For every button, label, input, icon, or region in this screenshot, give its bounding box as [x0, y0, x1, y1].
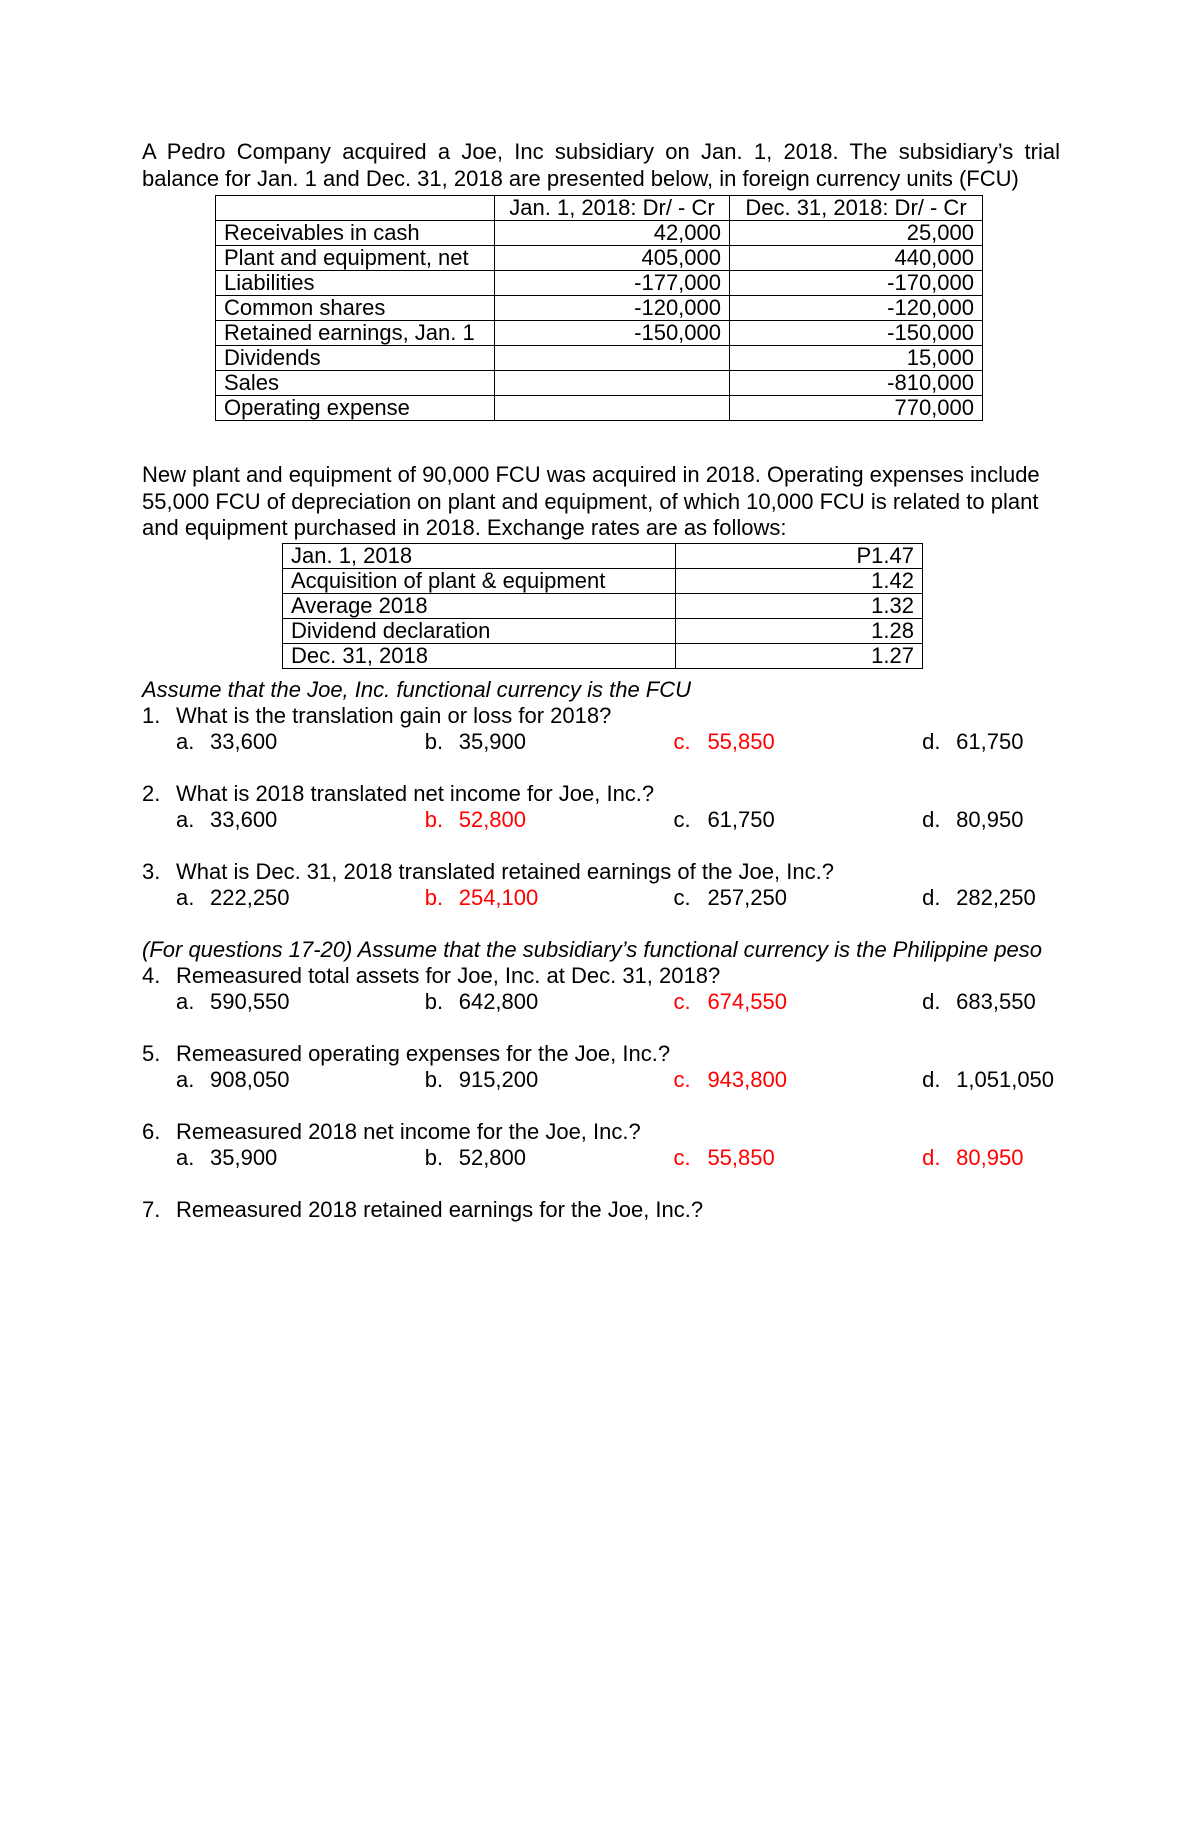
option-letter: d. [922, 807, 941, 832]
row-dec-cell: -170,000 [730, 271, 983, 296]
option-value: 1,051,050 [956, 1067, 1055, 1092]
option-value: 61,750 [707, 807, 775, 832]
row-label-cell: Sales [216, 371, 495, 396]
option-value: 80,950 [956, 1145, 1024, 1170]
option-letter: a. [176, 1067, 195, 1092]
trial-balance-row [216, 396, 983, 421]
answer-option [673, 885, 922, 911]
row-label-cell: Retained earnings, Jan. 1 [216, 321, 495, 346]
exchange-line-1: New plant and equipment of 90,000 FCU was acquired in 2018. Operating expenses include [142, 462, 1040, 487]
question-number: 1. [142, 703, 161, 728]
question-line [142, 963, 1082, 989]
option-letter: c. [673, 1145, 691, 1170]
question-text: Remeasured total assets for Joe, Inc. at Dec. 31, 2018? [176, 963, 721, 988]
option-value: 52,800 [458, 807, 527, 832]
exchange-rates-table [282, 543, 923, 669]
question-text: Remeasured 2018 net income for the Joe, Inc.? [176, 1119, 641, 1144]
row-label-cell: Operating expense [216, 396, 495, 421]
rate-value-cell: 1.32 [676, 594, 923, 619]
answer-option [176, 885, 425, 911]
trial-balance-row [216, 371, 983, 396]
trial-balance-row [216, 221, 983, 246]
row-jan-cell [495, 371, 730, 396]
option-letter: a. [176, 729, 195, 754]
option-value: 33,600 [210, 807, 278, 832]
rate-label-cell: Acquisition of plant & equipment [283, 569, 676, 594]
row-jan-cell: -177,000 [495, 271, 730, 296]
spacer [142, 1015, 1082, 1041]
trial-balance-row [216, 321, 983, 346]
option-value: 61,750 [956, 729, 1024, 754]
header-label-cell [216, 196, 495, 221]
answer-option [673, 1145, 922, 1171]
trial-balance-row [216, 271, 983, 296]
answer-option [425, 1067, 674, 1093]
answer-option [922, 807, 1082, 833]
section-note-peso: (For questions 17-20) Assume that the subsidiary’s functional currency is the Philippine peso [142, 937, 1043, 962]
option-value: 642,800 [458, 989, 539, 1014]
answer-option [176, 1067, 425, 1093]
row-dec-cell: 15,000 [730, 346, 983, 371]
answer-options [142, 989, 1082, 1015]
question-text: Remeasured operating expenses for the Joe, Inc.? [176, 1041, 671, 1066]
question-item [142, 1119, 1082, 1171]
answer-option [176, 807, 425, 833]
rate-value-cell: P1.47 [676, 544, 923, 569]
row-label-cell: Liabilities [216, 271, 495, 296]
option-letter: c. [673, 729, 691, 754]
option-letter: d. [922, 729, 941, 754]
option-value: 257,250 [707, 885, 787, 910]
option-value: 35,900 [458, 729, 527, 754]
trial-balance-table [215, 195, 983, 421]
exchange-line-2: 55,000 FCU of depreciation on plant and equipment, of which 10,000 FCU is related to plant [142, 488, 1039, 514]
option-letter: d. [922, 1145, 941, 1170]
answer-option [425, 1145, 674, 1171]
option-letter: c. [673, 1067, 691, 1092]
exchange-rate-row [283, 644, 923, 669]
exchange-rate-row [283, 569, 923, 594]
option-value: 908,050 [210, 1067, 290, 1092]
question-text: Remeasured 2018 retained earnings for the Joe, Inc.? [176, 1197, 704, 1222]
option-letter: a. [176, 989, 195, 1014]
answer-options [142, 807, 1082, 833]
question-line [142, 859, 1082, 885]
option-value: 55,850 [707, 729, 775, 754]
row-label-cell: Receivables in cash [216, 221, 495, 246]
option-letter: b. [424, 729, 444, 754]
question-number: 7. [142, 1197, 161, 1222]
intro-line-1: A Pedro Company acquired a Joe, Inc subsidiary on Jan. 1, 2018. The subsidiary’s trial [142, 139, 1060, 164]
question-number: 6. [142, 1119, 161, 1144]
spacer [142, 1171, 1082, 1197]
answer-option [673, 807, 922, 833]
option-letter: b. [424, 1067, 444, 1092]
answer-option [425, 729, 674, 755]
rate-value-cell: 1.28 [676, 619, 923, 644]
answer-option [176, 729, 425, 755]
option-letter: b. [424, 807, 444, 832]
row-dec-cell: -150,000 [730, 321, 983, 346]
header-jan-cell: Jan. 1, 2018: Dr/ - Cr [495, 196, 730, 221]
question-number: 3. [142, 859, 161, 884]
option-letter: b. [424, 885, 444, 910]
answer-option [176, 989, 425, 1015]
row-jan-cell: -120,000 [495, 296, 730, 321]
row-label-cell: Plant and equipment, net [216, 246, 495, 271]
answer-options [142, 729, 1082, 755]
option-letter: c. [673, 989, 691, 1014]
answer-option [673, 1067, 922, 1093]
row-jan-cell [495, 396, 730, 421]
header-dec-cell: Dec. 31, 2018: Dr/ - Cr [730, 196, 983, 221]
trial-balance-row [216, 346, 983, 371]
trial-balance-row [216, 246, 983, 271]
question-item [142, 781, 1082, 833]
option-letter: d. [922, 885, 941, 910]
answer-options [142, 1145, 1082, 1171]
question-line [142, 1041, 1082, 1067]
question-item [142, 703, 1082, 755]
answer-option [922, 729, 1082, 755]
questions-section [142, 677, 1082, 1223]
exchange-rate-row [283, 544, 923, 569]
answer-option [922, 1145, 1082, 1171]
option-letter: d. [922, 989, 941, 1014]
option-value: 282,250 [956, 885, 1036, 910]
row-label-cell: Common shares [216, 296, 495, 321]
answer-option [922, 989, 1082, 1015]
spacer [142, 1093, 1082, 1119]
row-dec-cell: 770,000 [730, 396, 983, 421]
row-label-cell: Dividends [216, 346, 495, 371]
spacer [142, 755, 1082, 781]
option-letter: c. [673, 885, 691, 910]
row-jan-cell [495, 346, 730, 371]
option-letter: a. [176, 807, 195, 832]
question-item [142, 1041, 1082, 1093]
rate-value-cell: 1.42 [676, 569, 923, 594]
answer-options [142, 1067, 1082, 1093]
answer-option [176, 1145, 425, 1171]
answer-option [673, 729, 922, 755]
exchange-paragraph [142, 462, 1060, 542]
answer-options [142, 885, 1082, 911]
rate-label-cell: Dec. 31, 2018 [283, 644, 676, 669]
option-value: 80,950 [956, 807, 1024, 832]
spacer [142, 911, 1082, 937]
answer-option [425, 885, 674, 911]
rate-label-cell: Jan. 1, 2018 [283, 544, 676, 569]
row-jan-cell: 405,000 [495, 246, 730, 271]
answer-option [922, 885, 1082, 911]
question-item [142, 859, 1082, 911]
option-letter: c. [673, 807, 691, 832]
option-value: 915,200 [458, 1067, 539, 1092]
rate-label-cell: Average 2018 [283, 594, 676, 619]
question-text: What is 2018 translated net income for Joe, Inc.? [176, 781, 655, 806]
question-text: What is the translation gain or loss for 2018? [176, 703, 612, 728]
option-value: 943,800 [707, 1067, 787, 1092]
row-dec-cell: -810,000 [730, 371, 983, 396]
question-line [142, 1197, 1082, 1223]
option-value: 590,550 [210, 989, 290, 1014]
intro-line-2: balance for Jan. 1 and Dec. 31, 2018 are presented below, in foreign currency units (FCU) [142, 165, 1019, 191]
option-letter: a. [176, 885, 195, 910]
trial-balance-header-row [216, 196, 983, 221]
row-dec-cell: -120,000 [730, 296, 983, 321]
option-value: 52,800 [458, 1145, 527, 1170]
trial-balance-row [216, 296, 983, 321]
option-value: 35,900 [210, 1145, 278, 1170]
row-dec-cell: 440,000 [730, 246, 983, 271]
exchange-line-3: and equipment purchased in 2018. Exchange rates are as follows: [142, 515, 787, 540]
option-letter: a. [176, 1145, 195, 1170]
question-line [142, 1119, 1082, 1145]
question-number: 5. [142, 1041, 161, 1066]
option-letter: b. [424, 989, 444, 1014]
intro-paragraph [142, 139, 1060, 192]
exchange-rate-row [283, 594, 923, 619]
rate-value-cell: 1.27 [676, 644, 923, 669]
question-line [142, 781, 1082, 807]
question-number: 4. [142, 963, 161, 988]
answer-option [425, 807, 674, 833]
row-jan-cell: 42,000 [495, 221, 730, 246]
option-value: 33,600 [210, 729, 278, 754]
section-note-fcu: Assume that the Joe, Inc. functional currency is the FCU [142, 677, 692, 702]
answer-option [425, 989, 674, 1015]
option-value: 222,250 [210, 885, 290, 910]
option-letter: b. [424, 1145, 444, 1170]
option-value: 674,550 [707, 989, 787, 1014]
question-item [142, 1197, 1082, 1223]
question-number: 2. [142, 781, 161, 806]
row-dec-cell: 25,000 [730, 221, 983, 246]
rate-label-cell: Dividend declaration [283, 619, 676, 644]
option-value: 55,850 [707, 1145, 775, 1170]
answer-option [673, 989, 922, 1015]
exchange-rate-row [283, 619, 923, 644]
question-line [142, 703, 1082, 729]
spacer [142, 833, 1082, 859]
answer-option [922, 1067, 1082, 1093]
option-letter: d. [922, 1067, 941, 1092]
row-jan-cell: -150,000 [495, 321, 730, 346]
option-value: 254,100 [458, 885, 539, 910]
option-value: 683,550 [956, 989, 1036, 1014]
question-item [142, 963, 1082, 1015]
question-text: What is Dec. 31, 2018 translated retained earnings of the Joe, Inc.? [176, 859, 834, 884]
